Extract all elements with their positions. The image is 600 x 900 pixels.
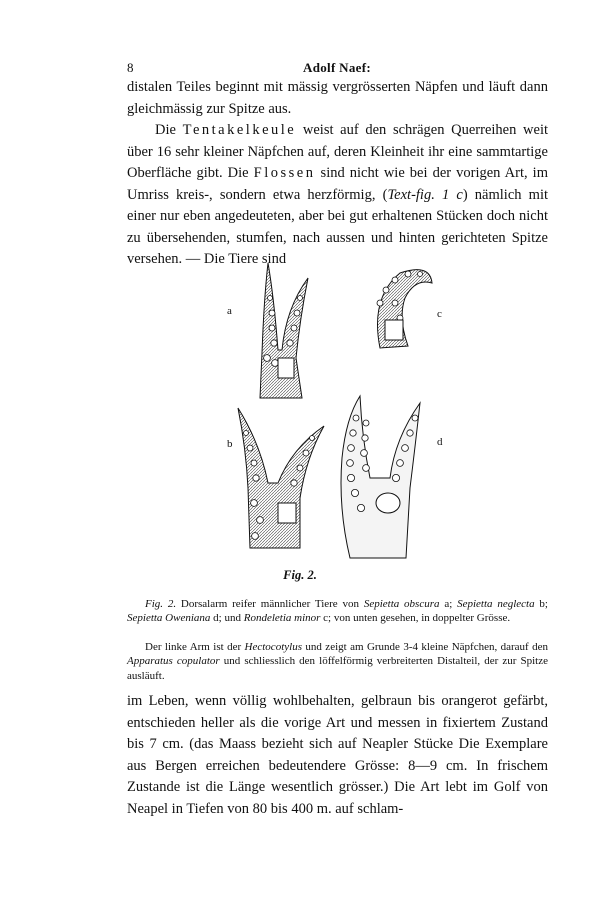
panel-label-a: a (227, 305, 232, 317)
text-run: c; von unten gesehen, in doppelter Grösse. (320, 612, 511, 625)
arm-d-drawing (341, 396, 420, 558)
paragraph (127, 120, 548, 271)
figure-tentacles (220, 258, 480, 588)
body-text-top (127, 77, 548, 271)
term: Hectocotylus (244, 641, 302, 653)
species-name: Sepietta obscura (363, 598, 440, 610)
page-number: 8 (127, 60, 134, 75)
paragraph: im Leben, wenn völlig wohlbehalten, gelbraun bis orangerot gefärbt, entschieden heller als die vorige Art und messen in fixiertem Zustand bis 7 cm. (das Maass bezieht sich auf Neapler Stücke Die Exemplare aus Bergen erreichen bedeutendere Grösse: 8—9 cm. In frischem Zustande ist die Länge wesentlich grösser.) Die Art lebt im Golf von Neapel in Tiefen von 80 bis 400 m. auf schlam- (127, 693, 548, 817)
body-text-bottom (127, 691, 548, 820)
arm-b-drawing (238, 408, 324, 548)
paragraph: distalen Teiles beginnt mit mässig vergrösserten Näpfen und läuft dann gleichmässig zur Spitze aus. (127, 79, 548, 117)
spaced-term: Flossen (253, 165, 316, 181)
panel-label-d: d (437, 436, 443, 448)
arm-c-drawing (377, 270, 432, 348)
text-run: weist auf den schrägen Querreihen weit über 16 sehr kleiner Näpfchen auf, deren Kleinheit ihr eine sammtartige Oberfläche gibt. Die (127, 122, 549, 181)
species-name: Sepietta Oweniana (127, 612, 211, 625)
text-run: und zeigt am Grunde 3-4 kleine Näpfchen, darauf den (301, 641, 549, 653)
text-run: Die (155, 122, 183, 138)
text-run: ) nämlich mit einer nur eben angedeuteten, aber bei gut erhaltenen Stücken doch nicht zu übersehenden, stumfen, nach aussen und hinten gerichteten Spitze versehen. — Die Tiere sind (127, 186, 548, 267)
caption-paragraph (127, 597, 548, 626)
caption-figure-ref: Fig. 2. (145, 598, 177, 610)
panel-label-b: b (227, 438, 233, 450)
figure-caption (127, 597, 548, 626)
text-run: a; (439, 598, 458, 610)
running-head: Adolf Naef: (303, 60, 371, 75)
spaced-term: Tentakelkeule (182, 122, 297, 138)
text-run: sind nicht wie bei der vorigen Art, im Umriss kreis-, sondern etwa herzförmig, ( (127, 165, 548, 203)
species-name: Sepietta neglecta (457, 598, 535, 610)
text-run: Dorsalarm reifer männlicher Tiere von (176, 598, 364, 610)
text-run: Der linke Arm ist der (145, 641, 245, 653)
caption-paragraph (127, 640, 548, 683)
text-run: d; und (210, 612, 244, 625)
text-run: b; (534, 598, 548, 610)
panel-label-c: c (437, 308, 442, 320)
figure-reference: Text-fig. 1 c (387, 186, 463, 203)
arm-a-drawing (260, 263, 308, 398)
figure-caption-note (127, 640, 548, 683)
species-name: Rondeletia minor (243, 612, 321, 625)
figure-title: Fig. 2. (283, 568, 317, 582)
term: Apparatus copulator (127, 655, 220, 668)
text-run: und schliesslich den löffelförmig verbreiterten Distalteil, der zur Spitze ausläuft. (127, 655, 548, 682)
